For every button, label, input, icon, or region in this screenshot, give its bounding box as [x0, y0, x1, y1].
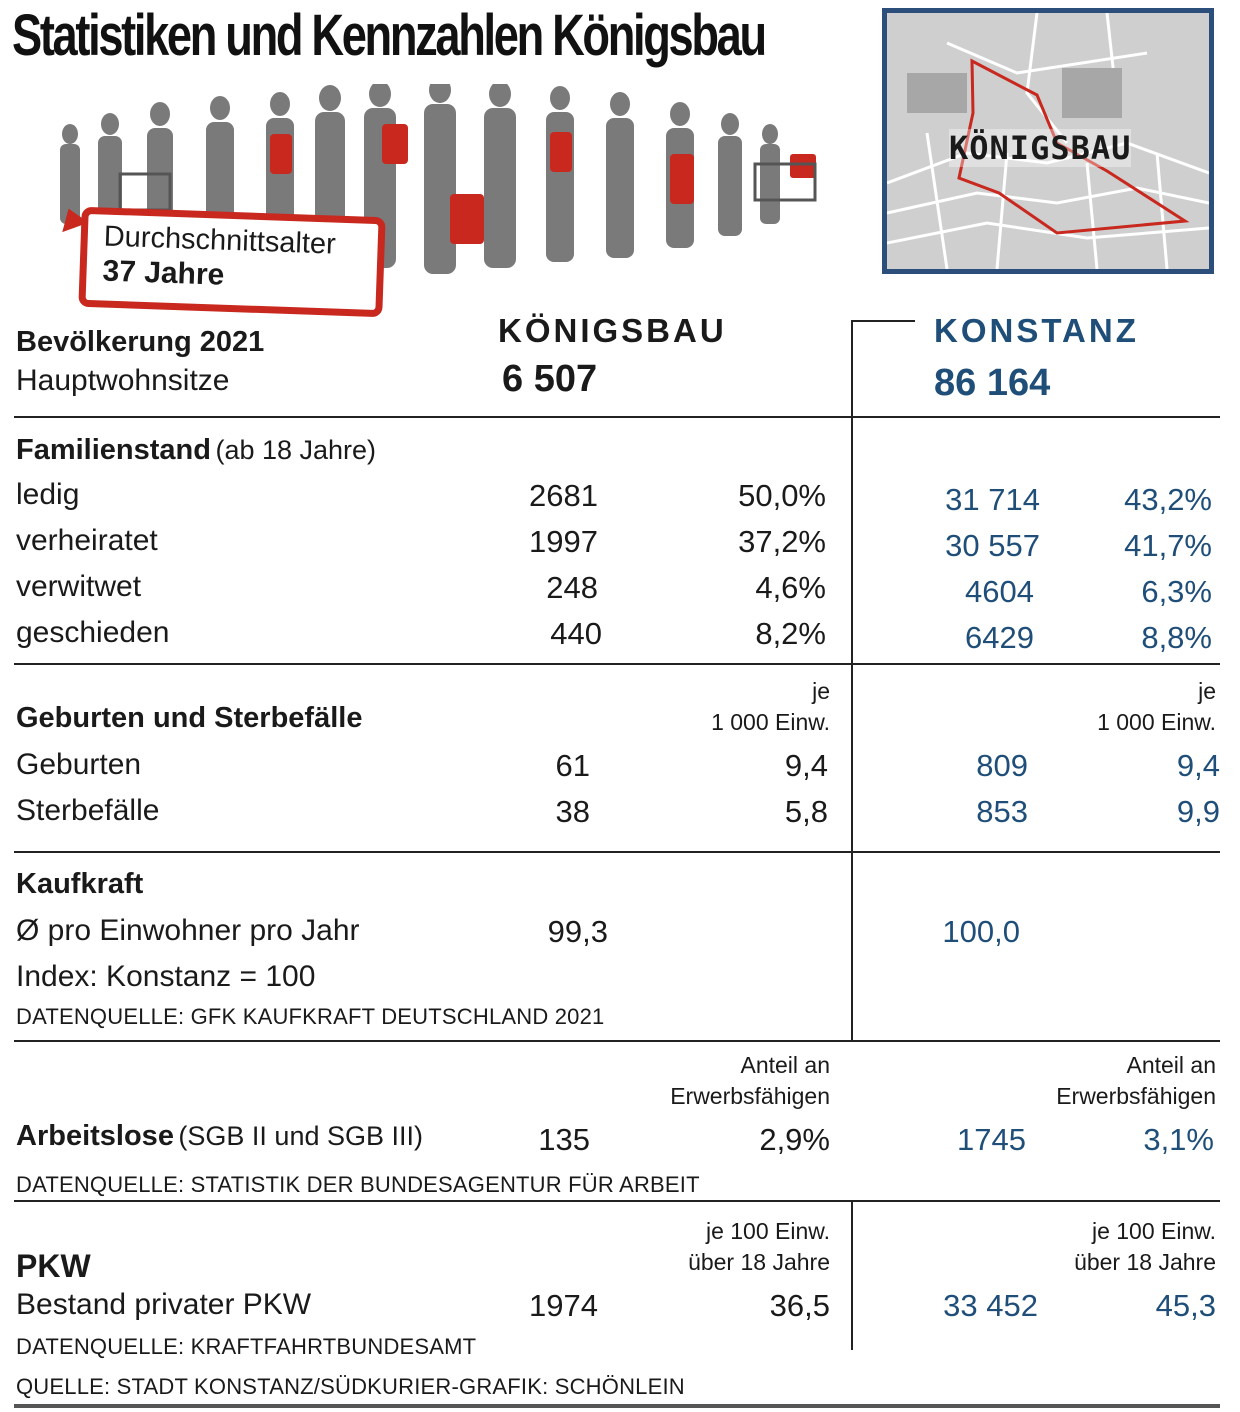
arbeitslose-konstanz-percent: 3,1% [1143, 1122, 1214, 1157]
familienstand-qualifier: (ab 18 Jahre) [215, 435, 377, 465]
note-line: über 18 Jahre [1074, 1249, 1216, 1275]
konstanz-value: 809 [976, 748, 1028, 783]
row-label: Sterbefälle [16, 794, 160, 827]
pkw-konstanz-rate: 45,3 [1155, 1288, 1216, 1323]
konstanz-percent: 41,7% [1124, 528, 1212, 563]
konstanz-value: 853 [976, 794, 1028, 829]
pkw-koenigsbau: 1974 [529, 1288, 598, 1323]
footer-source: QUELLE: STADT KONSTANZ/SÜDKURIER-GRAFIK: SCHÖNLEIN [16, 1374, 685, 1399]
pkw-heading: PKW [16, 1248, 91, 1284]
koenigsbau-value: 440 [550, 616, 602, 651]
kaufkraft-koenigsbau: 99,3 [547, 914, 608, 949]
note-line: 1 000 Einw. [1097, 709, 1216, 735]
konstanz-value: 30 557 [945, 528, 1040, 563]
koenigsbau-percent: 4,6% [755, 570, 826, 605]
note-line: Erwerbsfähigen [1056, 1083, 1216, 1109]
pkw-konstanz: 33 452 [943, 1288, 1038, 1323]
row-label: geschieden [16, 616, 170, 649]
koenigsbau-percent: 8,2% [755, 616, 826, 651]
arbeitslose-qualifier: (SGB II und SGB III) [178, 1121, 423, 1151]
koenigsbau-percent: 50,0% [738, 478, 826, 513]
arbeitslose-note-konstanz [986, 1050, 1216, 1112]
konstanz-value: 6429 [965, 620, 1034, 655]
geburten-note-konstanz [1026, 676, 1216, 738]
konstanz-rate: 9,9 [1176, 794, 1220, 829]
row-label: ledig [16, 478, 80, 511]
pkw-source: DATENQUELLE: KRAFTFAHRTBUNDESAMT [16, 1334, 477, 1359]
koenigsbau-value: 1997 [529, 524, 598, 559]
arbeitslose-koenigsbau-percent: 2,9% [759, 1122, 830, 1157]
population-sub: Hauptwohnsitze [16, 364, 230, 397]
population-koenigsbau: 6 507 [502, 358, 598, 400]
divider [14, 1040, 1220, 1042]
divider [14, 851, 1220, 853]
konstanz-percent: 43,2% [1124, 482, 1212, 517]
badge-label: Durchschnittsalter [103, 220, 337, 261]
note-line: je [812, 678, 830, 704]
koenigsbau-rate: 9,4 [784, 748, 828, 783]
geburten-heading: Geburten und Sterbefälle [16, 702, 363, 734]
divider [14, 416, 1220, 418]
note-line: Anteil an [1126, 1052, 1216, 1078]
koenigsbau-value: 38 [555, 794, 590, 829]
konstanz-percent: 6,3% [1141, 574, 1212, 609]
pkw-note-koenigsbau [600, 1216, 830, 1278]
koenigsbau-percent: 37,2% [738, 524, 826, 559]
note-line: je 100 Einw. [1091, 1218, 1216, 1244]
population-konstanz: 86 164 [934, 362, 1051, 404]
familienstand-heading-row [16, 434, 376, 467]
note-line: Erwerbsfähigen [670, 1083, 830, 1109]
kaufkraft-heading: Kaufkraft [16, 868, 144, 900]
map-label: KÖNIGSBAU [949, 129, 1132, 167]
divider [14, 1200, 1220, 1202]
arbeitslose-note-koenigsbau [600, 1050, 830, 1112]
arbeitslose-heading: Arbeitslose [16, 1120, 174, 1152]
row-label: Geburten [16, 748, 142, 781]
arbeitslose-koenigsbau: 135 [538, 1122, 590, 1157]
page-title: Statistiken und Kennzahlen Königsbau [12, 3, 765, 68]
column-header-koenigsbau: KÖNIGSBAU [498, 312, 727, 349]
arbeitslose-heading-row [16, 1120, 423, 1153]
note-line: 1 000 Einw. [711, 709, 830, 735]
pkw-koenigsbau-rate: 36,5 [769, 1288, 830, 1323]
population-heading: Bevölkerung 2021 [16, 326, 265, 358]
note-line: Anteil an [740, 1052, 830, 1078]
bottom-rule [14, 1404, 1220, 1408]
arbeitslose-konstanz: 1745 [957, 1122, 1026, 1157]
koenigsbau-value: 61 [555, 748, 590, 783]
header-bracket [851, 320, 915, 322]
column-divider-pkw [851, 1200, 853, 1350]
badge-value: 37 Jahre [102, 254, 225, 292]
column-divider [851, 320, 853, 1040]
koenigsbau-rate: 5,8 [784, 794, 828, 829]
average-age-badge [78, 207, 385, 318]
geburten-note-koenigsbau [640, 676, 830, 738]
konstanz-percent: 8,8% [1141, 620, 1212, 655]
kaufkraft-line1: Ø pro Einwohner pro Jahr [16, 914, 360, 947]
kaufkraft-line2: Index: Konstanz = 100 [16, 960, 316, 993]
note-line: über 18 Jahre [688, 1249, 830, 1275]
arbeitslose-source: DATENQUELLE: STATISTIK DER BUNDESAGENTUR FÜR ARBEIT [16, 1172, 700, 1197]
konstanz-value: 31 714 [945, 482, 1040, 517]
pkw-line1: Bestand privater PKW [16, 1288, 312, 1321]
row-label: verwitwet [16, 570, 142, 603]
koenigsbau-value: 248 [546, 570, 598, 605]
district-map [882, 8, 1214, 274]
note-line: je 100 Einw. [705, 1218, 830, 1244]
row-label: verheiratet [16, 524, 158, 557]
column-header-konstanz: KONSTANZ [934, 312, 1139, 349]
pkw-note-konstanz [986, 1216, 1216, 1278]
note-line: je [1198, 678, 1216, 704]
kaufkraft-konstanz: 100,0 [942, 914, 1020, 949]
konstanz-rate: 9,4 [1176, 748, 1220, 783]
divider [14, 663, 1220, 665]
kaufkraft-source: DATENQUELLE: GFK KAUFKRAFT DEUTSCHLAND 2021 [16, 1004, 605, 1029]
koenigsbau-value: 2681 [529, 478, 598, 513]
familienstand-heading: Familienstand [16, 434, 211, 466]
konstanz-value: 4604 [965, 574, 1034, 609]
